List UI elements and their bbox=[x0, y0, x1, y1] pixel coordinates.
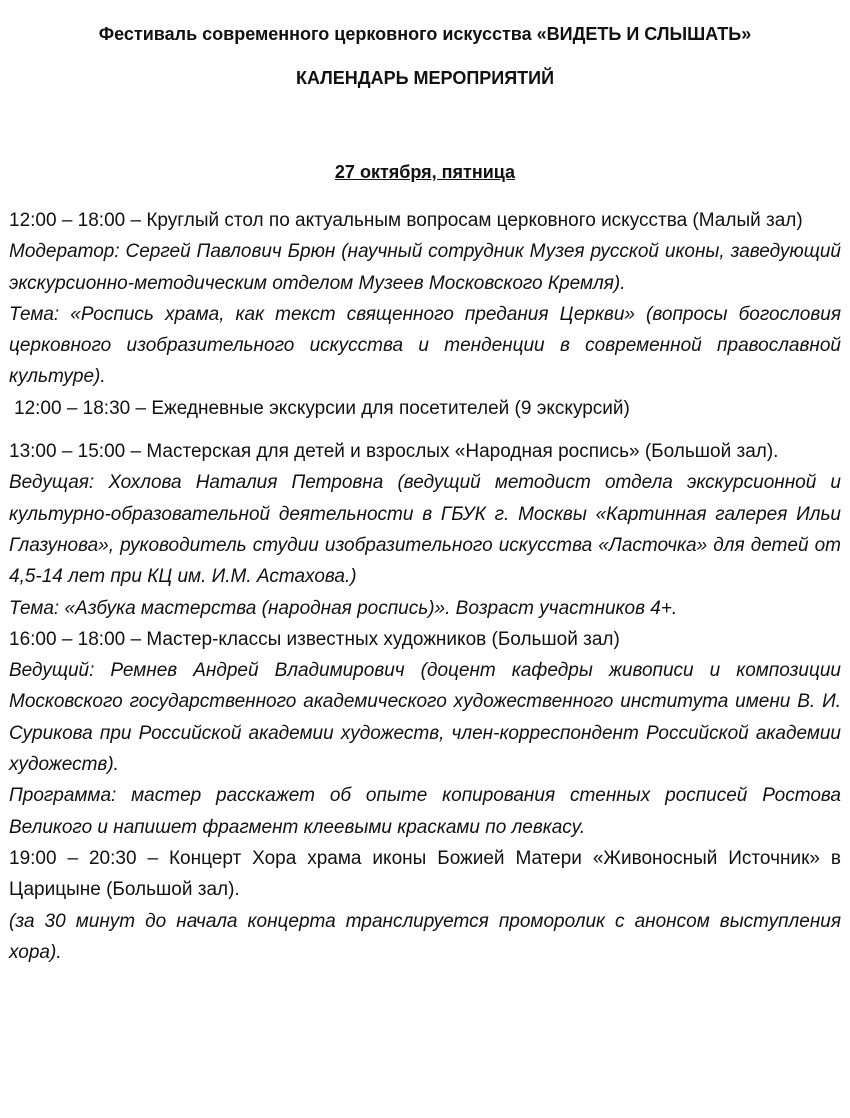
event-5-time: 19:00 – 20:30 – Концерт Хора храма иконы Божией Матери «Живоносный Источник» в Царицыне (Большой зал). bbox=[9, 847, 841, 901]
event-3-host: Ведущая: Хохлова Наталия Петровна (ведущий методист отдела экскурсионной и культурно-образовательной деятельности в ГБУК г. Москвы «Картинная галерея Ильи Глазунова», руководитель студии изобразительного искусства «Ласточка» для детей от 4,5-14 лет при КЦ им. И.М. Астахова.) bbox=[9, 472, 841, 588]
event-4-time: 16:00 – 18:00 – Мастер-классы известных художников (Большой зал) bbox=[9, 628, 620, 650]
events-list bbox=[9, 205, 841, 968]
event-1-topic: Тема: «Роспись храма, как текст священного предания Церкви» (вопросы богословия церковного изобразительного искусства и тенденции в современной православной культуре). bbox=[9, 303, 841, 388]
event-1-time: 12:00 – 18:00 – Круглый стол по актуальным вопросам церковного искусства (Малый зал) bbox=[9, 210, 803, 231]
event-4-host: Ведущий: Ремнев Андрей Владимирович (доцент кафедры живописи и композиции Московского государственного академического художественного института имени В. И. Сурикова при Российской академии художеств, член-корреспондент Российской академии художеств). bbox=[9, 660, 841, 776]
event-2-time: 12:00 – 18:30 – Ежедневные экскурсии для посетителей (9 экскурсий) bbox=[14, 397, 630, 419]
event-4-program: Программа: мастер расскажет об опыте копирования стенных росписей Ростова Великого и напишет фрагмент клеевыми красками по левкасу. bbox=[9, 785, 841, 838]
calendar-title: КАЛЕНДАРЬ МЕРОПРИЯТИЙ bbox=[295, 68, 555, 88]
event-3-time: 13:00 – 15:00 – Мастерская для детей и взрослых «Народная роспись» (Большой зал). bbox=[9, 441, 779, 463]
event-date: 27 октября, пятница bbox=[334, 162, 516, 182]
festival-title: Фестиваль современного церковного искусства «ВИДЕТЬ И СЛЫШАТЬ» bbox=[98, 24, 752, 44]
event-3-topic: Тема: «Азбука мастерства (народная роспись)». Возраст участников 4+. bbox=[9, 597, 678, 619]
event-1-moderator: Модератор: Сергей Павлович Брюн (научный сотрудник Музея русской иконы, заведующий экскурсионно-методическим отделом Музеев Московского Кремля). bbox=[9, 241, 841, 294]
event-5-note: (за 30 минут до начала концерта транслируется проморолик с анонсом выступления хора). bbox=[9, 910, 841, 963]
